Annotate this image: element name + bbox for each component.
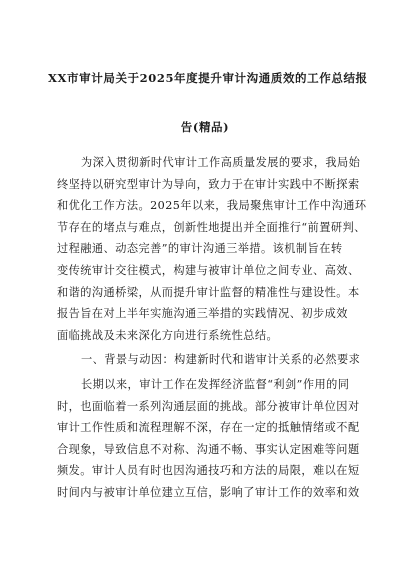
paragraph-line: 节存在的堵点与难点，创新性地提出并全面推行“前置研判、 <box>57 220 366 234</box>
paragraph-background <box>57 374 360 504</box>
document-title-line-2: 告(精品) <box>180 120 230 134</box>
paragraph-line: 为深入贯彻新时代审计工作高质量发展的要求，我局始 <box>81 156 361 169</box>
paragraph-line: 报告旨在对上半年实施沟通三举措的实践情况、初步成效 <box>57 307 348 321</box>
paragraph-line: 合现象，导致信息不对称、沟通不畅、事实认定困难等问题 <box>57 442 360 456</box>
paragraph-line: 过程融通、动态完善”的审计沟通三举措。该机制旨在转 <box>57 242 343 256</box>
paragraph-line: 和优化工作方法。2025年以来，我局聚焦审计工作中沟通环 <box>57 199 367 213</box>
paragraph-line: 长期以来，审计工作在发挥经济监督“利剑”作用的同 <box>81 377 350 391</box>
document-title-line-1: XX市审计局关于2025年度提升审计沟通质效的工作总结报 <box>48 71 368 85</box>
paragraph-line: 时间内与被审计单位建立互信，影响了审计工作的效率和效 <box>57 485 360 499</box>
paragraph-line: 终坚持以研究型审计为导向，致力于在审计实践中不断探索 <box>57 177 360 191</box>
paragraph-intro <box>57 152 367 346</box>
paragraph-line: 审计工作性质和流程理解不深，存在一定的抵触情绪或不配 <box>57 421 360 435</box>
paragraph-line: 和谐的沟通桥梁，从而提升审计监督的精准性与建设性。本 <box>57 285 360 299</box>
paragraph-line: 频发。审计人员有时也因沟通技巧和方法的局限，难以在短 <box>57 464 360 478</box>
document-body <box>57 152 367 504</box>
paragraph-line: 面临挑战及未来深化方向进行系统性总结。 <box>57 328 279 342</box>
paragraph-line: 变传统审计交往模式，构建与被审计单位之间专业、高效、 <box>57 263 360 277</box>
section-heading: 一、背景与动因：构建新时代和谐审计关系的必然要求 <box>81 353 361 367</box>
paragraph-line: 时，也面临着一系列沟通层面的挑战。部分被审计单位因对 <box>57 399 360 413</box>
